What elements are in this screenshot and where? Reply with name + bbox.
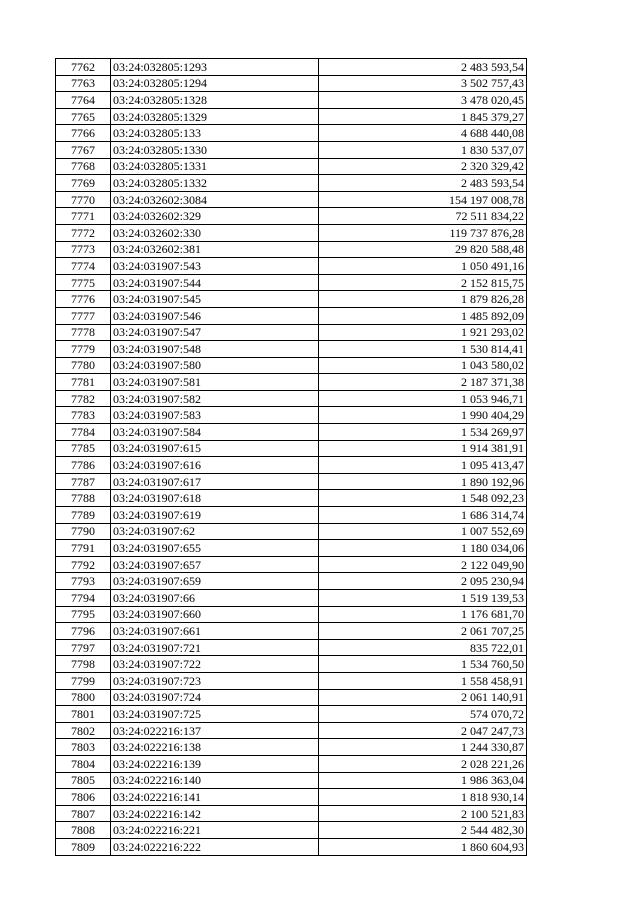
cadastral-number-cell: 03:24:031907:724 (111, 689, 319, 706)
cadastral-number-cell: 03:24:032805:1330 (111, 141, 319, 158)
cadastral-value-cell: 1 860 604,93 (319, 838, 527, 855)
row-number-cell: 7776 (56, 291, 111, 308)
cadastral-value-table (55, 58, 527, 856)
row-number-cell: 7792 (56, 556, 111, 573)
table-row (56, 424, 527, 441)
row-number-cell: 7789 (56, 507, 111, 524)
row-number-cell: 7797 (56, 639, 111, 656)
cadastral-value-cell: 1 519 139,53 (319, 590, 527, 607)
cadastral-value-cell: 1 485 892,09 (319, 307, 527, 324)
row-number-cell: 7793 (56, 573, 111, 590)
cadastral-number-cell: 03:24:032805:1293 (111, 59, 319, 76)
cadastral-number-cell: 03:24:022216:137 (111, 722, 319, 739)
cadastral-value-cell: 29 820 588,48 (319, 241, 527, 258)
cadastral-number-cell: 03:24:031907:546 (111, 307, 319, 324)
cadastral-number-cell: 03:24:032805:1332 (111, 175, 319, 192)
cadastral-number-cell: 03:24:031907:581 (111, 374, 319, 391)
table-row (56, 175, 527, 192)
row-number-cell: 7767 (56, 141, 111, 158)
table-row (56, 507, 527, 524)
row-number-cell: 7807 (56, 805, 111, 822)
cadastral-value-cell: 1 879 826,28 (319, 291, 527, 308)
table-row (56, 805, 527, 822)
table-row (56, 75, 527, 92)
cadastral-number-cell: 03:24:022216:138 (111, 739, 319, 756)
cadastral-value-cell: 72 511 834,22 (319, 208, 527, 225)
table-row (56, 789, 527, 806)
cadastral-value-cell: 2 483 593,54 (319, 175, 527, 192)
row-number-cell: 7798 (56, 656, 111, 673)
row-number-cell: 7800 (56, 689, 111, 706)
table-row (56, 490, 527, 507)
cadastral-value-cell: 2 047 247,73 (319, 722, 527, 739)
row-number-cell: 7784 (56, 424, 111, 441)
cadastral-number-cell: 03:24:031907:659 (111, 573, 319, 590)
row-number-cell: 7774 (56, 258, 111, 275)
cadastral-number-cell: 03:24:031907:616 (111, 457, 319, 474)
row-number-cell: 7763 (56, 75, 111, 92)
table-row (56, 706, 527, 723)
table-row (56, 822, 527, 839)
table-row (56, 573, 527, 590)
cadastral-value-cell: 2 061 707,25 (319, 623, 527, 640)
row-number-cell: 7768 (56, 158, 111, 175)
table-row (56, 523, 527, 540)
cadastral-value-cell: 1 986 363,04 (319, 772, 527, 789)
cadastral-value-cell: 1 890 192,96 (319, 473, 527, 490)
cadastral-number-cell: 03:24:031907:661 (111, 623, 319, 640)
table-body (56, 59, 527, 856)
cadastral-value-cell: 4 688 440,08 (319, 125, 527, 142)
cadastral-value-cell: 2 122 049,90 (319, 556, 527, 573)
cadastral-number-cell: 03:24:031907:580 (111, 357, 319, 374)
row-number-cell: 7802 (56, 722, 111, 739)
cadastral-value-cell: 1 990 404,29 (319, 407, 527, 424)
row-number-cell: 7809 (56, 838, 111, 855)
row-number-cell: 7771 (56, 208, 111, 225)
cadastral-value-cell: 1 818 930,14 (319, 789, 527, 806)
cadastral-value-cell: 1 845 379,27 (319, 108, 527, 125)
cadastral-number-cell: 03:24:022216:139 (111, 755, 319, 772)
cadastral-value-cell: 1 548 092,23 (319, 490, 527, 507)
table-row (56, 623, 527, 640)
cadastral-number-cell: 03:24:032602:330 (111, 224, 319, 241)
row-number-cell: 7779 (56, 341, 111, 358)
cadastral-value-cell: 574 070,72 (319, 706, 527, 723)
cadastral-number-cell: 03:24:031907:62 (111, 523, 319, 540)
table-row (56, 208, 527, 225)
cadastral-number-cell: 03:24:031907:66 (111, 590, 319, 607)
cadastral-number-cell: 03:24:031907:725 (111, 706, 319, 723)
row-number-cell: 7769 (56, 175, 111, 192)
cadastral-value-cell: 1 053 946,71 (319, 390, 527, 407)
cadastral-value-cell: 835 722,01 (319, 639, 527, 656)
cadastral-value-cell: 1 534 269,97 (319, 424, 527, 441)
row-number-cell: 7765 (56, 108, 111, 125)
cadastral-number-cell: 03:24:031907:583 (111, 407, 319, 424)
row-number-cell: 7796 (56, 623, 111, 640)
cadastral-number-cell: 03:24:022216:221 (111, 822, 319, 839)
cadastral-value-cell: 3 502 757,43 (319, 75, 527, 92)
cadastral-value-cell: 154 197 008,78 (319, 191, 527, 208)
table-row (56, 457, 527, 474)
row-number-cell: 7799 (56, 672, 111, 689)
table-row (56, 241, 527, 258)
row-number-cell: 7780 (56, 357, 111, 374)
row-number-cell: 7773 (56, 241, 111, 258)
cadastral-number-cell: 03:24:031907:618 (111, 490, 319, 507)
table-row (56, 291, 527, 308)
cadastral-number-cell: 03:24:031907:722 (111, 656, 319, 673)
table-row (56, 639, 527, 656)
row-number-cell: 7790 (56, 523, 111, 540)
cadastral-value-cell: 3 478 020,45 (319, 92, 527, 109)
table-row (56, 158, 527, 175)
cadastral-value-cell: 1 558 458,91 (319, 672, 527, 689)
table-row (56, 672, 527, 689)
cadastral-number-cell: 03:24:031907:543 (111, 258, 319, 275)
table-row (56, 656, 527, 673)
row-number-cell: 7783 (56, 407, 111, 424)
cadastral-value-cell: 1 830 537,07 (319, 141, 527, 158)
table-row (56, 556, 527, 573)
row-number-cell: 7778 (56, 324, 111, 341)
row-number-cell: 7762 (56, 59, 111, 76)
cadastral-number-cell: 03:24:031907:548 (111, 341, 319, 358)
cadastral-number-cell: 03:24:032602:329 (111, 208, 319, 225)
row-number-cell: 7770 (56, 191, 111, 208)
row-number-cell: 7786 (56, 457, 111, 474)
table-row (56, 258, 527, 275)
cadastral-number-cell: 03:24:031907:544 (111, 274, 319, 291)
cadastral-number-cell: 03:24:031907:657 (111, 556, 319, 573)
cadastral-number-cell: 03:24:031907:547 (111, 324, 319, 341)
cadastral-number-cell: 03:24:022216:222 (111, 838, 319, 855)
cadastral-number-cell: 03:24:022216:142 (111, 805, 319, 822)
cadastral-number-cell: 03:24:031907:619 (111, 507, 319, 524)
cadastral-value-cell: 2 028 221,26 (319, 755, 527, 772)
table-row (56, 606, 527, 623)
table-row (56, 92, 527, 109)
table-row (56, 108, 527, 125)
table-row (56, 755, 527, 772)
cadastral-value-cell: 1 007 552,69 (319, 523, 527, 540)
row-number-cell: 7787 (56, 473, 111, 490)
cadastral-number-cell: 03:24:031907:582 (111, 390, 319, 407)
table-row (56, 772, 527, 789)
row-number-cell: 7785 (56, 440, 111, 457)
cadastral-value-cell: 2 544 482,30 (319, 822, 527, 839)
table-row (56, 324, 527, 341)
table-row (56, 191, 527, 208)
row-number-cell: 7775 (56, 274, 111, 291)
cadastral-value-cell: 1 176 681,70 (319, 606, 527, 623)
cadastral-value-cell: 1 244 330,87 (319, 739, 527, 756)
table-row (56, 689, 527, 706)
cadastral-value-cell: 2 187 371,38 (319, 374, 527, 391)
cadastral-number-cell: 03:24:031907:721 (111, 639, 319, 656)
cadastral-number-cell: 03:24:031907:584 (111, 424, 319, 441)
table-row (56, 540, 527, 557)
cadastral-value-cell: 2 095 230,94 (319, 573, 527, 590)
table-row (56, 274, 527, 291)
row-number-cell: 7772 (56, 224, 111, 241)
table-row (56, 374, 527, 391)
cadastral-value-cell: 1 530 814,41 (319, 341, 527, 358)
row-number-cell: 7805 (56, 772, 111, 789)
table-row (56, 440, 527, 457)
row-number-cell: 7788 (56, 490, 111, 507)
cadastral-number-cell: 03:24:022216:140 (111, 772, 319, 789)
cadastral-number-cell: 03:24:031907:545 (111, 291, 319, 308)
table-row (56, 390, 527, 407)
cadastral-number-cell: 03:24:032805:133 (111, 125, 319, 142)
cadastral-number-cell: 03:24:031907:723 (111, 672, 319, 689)
cadastral-value-cell: 1 914 381,91 (319, 440, 527, 457)
row-number-cell: 7766 (56, 125, 111, 142)
row-number-cell: 7782 (56, 390, 111, 407)
cadastral-number-cell: 03:24:032805:1328 (111, 92, 319, 109)
cadastral-number-cell: 03:24:032805:1329 (111, 108, 319, 125)
cadastral-value-cell: 2 152 815,75 (319, 274, 527, 291)
cadastral-value-cell: 1 686 314,74 (319, 507, 527, 524)
row-number-cell: 7777 (56, 307, 111, 324)
table-row (56, 341, 527, 358)
row-number-cell: 7801 (56, 706, 111, 723)
table-row (56, 722, 527, 739)
table-row (56, 224, 527, 241)
row-number-cell: 7795 (56, 606, 111, 623)
cadastral-number-cell: 03:24:031907:655 (111, 540, 319, 557)
cadastral-value-cell: 119 737 876,28 (319, 224, 527, 241)
row-number-cell: 7806 (56, 789, 111, 806)
cadastral-value-cell: 1 050 491,16 (319, 258, 527, 275)
cadastral-number-cell: 03:24:032805:1331 (111, 158, 319, 175)
cadastral-value-cell: 1 534 760,50 (319, 656, 527, 673)
cadastral-number-cell: 03:24:032602:3084 (111, 191, 319, 208)
cadastral-number-cell: 03:24:031907:615 (111, 440, 319, 457)
cadastral-value-cell: 1 921 293,02 (319, 324, 527, 341)
cadastral-value-cell: 1 043 580,02 (319, 357, 527, 374)
cadastral-number-cell: 03:24:031907:617 (111, 473, 319, 490)
table-row (56, 357, 527, 374)
cadastral-value-cell: 2 100 521,83 (319, 805, 527, 822)
cadastral-value-cell: 1 180 034,06 (319, 540, 527, 557)
cadastral-number-cell: 03:24:022216:141 (111, 789, 319, 806)
cadastral-value-cell: 2 320 329,42 (319, 158, 527, 175)
row-number-cell: 7808 (56, 822, 111, 839)
cadastral-number-cell: 03:24:032805:1294 (111, 75, 319, 92)
table-row (56, 407, 527, 424)
row-number-cell: 7781 (56, 374, 111, 391)
row-number-cell: 7791 (56, 540, 111, 557)
cadastral-value-cell: 2 061 140,91 (319, 689, 527, 706)
row-number-cell: 7764 (56, 92, 111, 109)
table-row (56, 59, 527, 76)
table-row (56, 141, 527, 158)
table-row (56, 125, 527, 142)
cadastral-number-cell: 03:24:032602:381 (111, 241, 319, 258)
table-row (56, 307, 527, 324)
cadastral-value-cell: 1 095 413,47 (319, 457, 527, 474)
row-number-cell: 7803 (56, 739, 111, 756)
row-number-cell: 7804 (56, 755, 111, 772)
table-row (56, 473, 527, 490)
table-row (56, 739, 527, 756)
table-row (56, 590, 527, 607)
cadastral-number-cell: 03:24:031907:660 (111, 606, 319, 623)
table-row (56, 838, 527, 855)
row-number-cell: 7794 (56, 590, 111, 607)
cadastral-value-cell: 2 483 593,54 (319, 59, 527, 76)
